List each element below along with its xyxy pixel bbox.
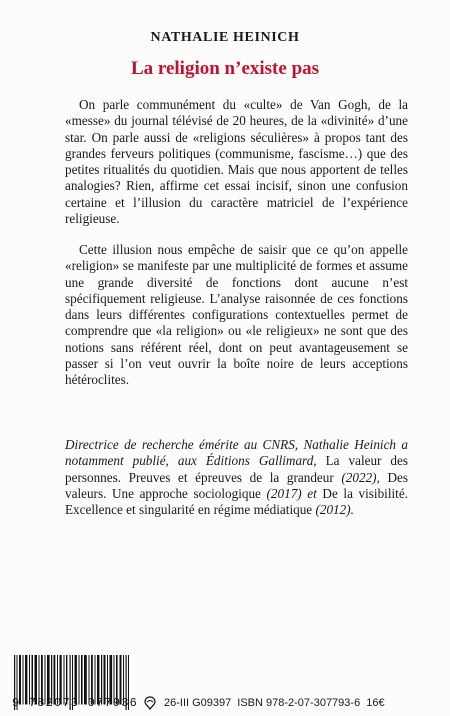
author-name: NATHALIE HEINICH [150, 30, 300, 45]
isbn-number: ISBN 978-2-07-307793-6 [237, 697, 361, 709]
bio-year-1: (2022), [333, 469, 388, 485]
publisher-logo-icon [142, 695, 158, 711]
bio-year-3: (2012). [312, 502, 354, 518]
bio-book-2: Des valeurs. Une approche sociologique [65, 469, 408, 501]
barcode-number: 9 782073 077936 [12, 696, 139, 710]
author-bio [65, 437, 408, 518]
synopsis-paragraph-2: Cette illusion nous empêche de saisir que ce qu’on appelle «religion» se manifeste par une multiplicité de formes et assume une grande diversité de fonctions dont aucune n’est spécifiquement religieuse. L’analyse raisonnée de ces fonctions dans leurs différentes configurations contextuelles permet de comprendre que «la religion» ou «le religieux» ne sont que des notions sans référent réel, dont on peut avantageusement se passer si l’on veut ouvrir la boîte noire de leurs acceptions hétéroclites. [65, 242, 408, 388]
bio-book-1: La valeur des personnes. Preuves et épreuves de la grandeur [65, 453, 409, 485]
synopsis-paragraph-1: On parle communément du «culte» de Van Gogh, de la «messe» du journal télévisé de 20 heures, de la «divinité» d’une star. On parle aussi de «religions séculières» à propos tant des grandes ferveurs politiques (communisme, fascisme…) que des petites ritualités du quotidien. Mais que nous apportent de telles analogies? Rien, affirme cet essai incisif, sinon une confusion certaine et l’illusion du caractère matriciel de l’expérience religieuse. [65, 97, 408, 227]
bio-year-2: (2017) et [260, 485, 323, 501]
bio-intro: Directrice de recherche émérite au CNRS, Nathalie Heinich a notamment publié, aux Éditions Gallimard, [65, 437, 408, 469]
price: 16€ [366, 697, 385, 709]
print-code: 26-III G09397 [164, 697, 232, 709]
bio-book-3: De la visibilité. Excellence et singularité en régime médiatique [65, 485, 408, 518]
book-title: La religion n’existe pas [130, 58, 320, 79]
isbn-line [142, 695, 385, 711]
